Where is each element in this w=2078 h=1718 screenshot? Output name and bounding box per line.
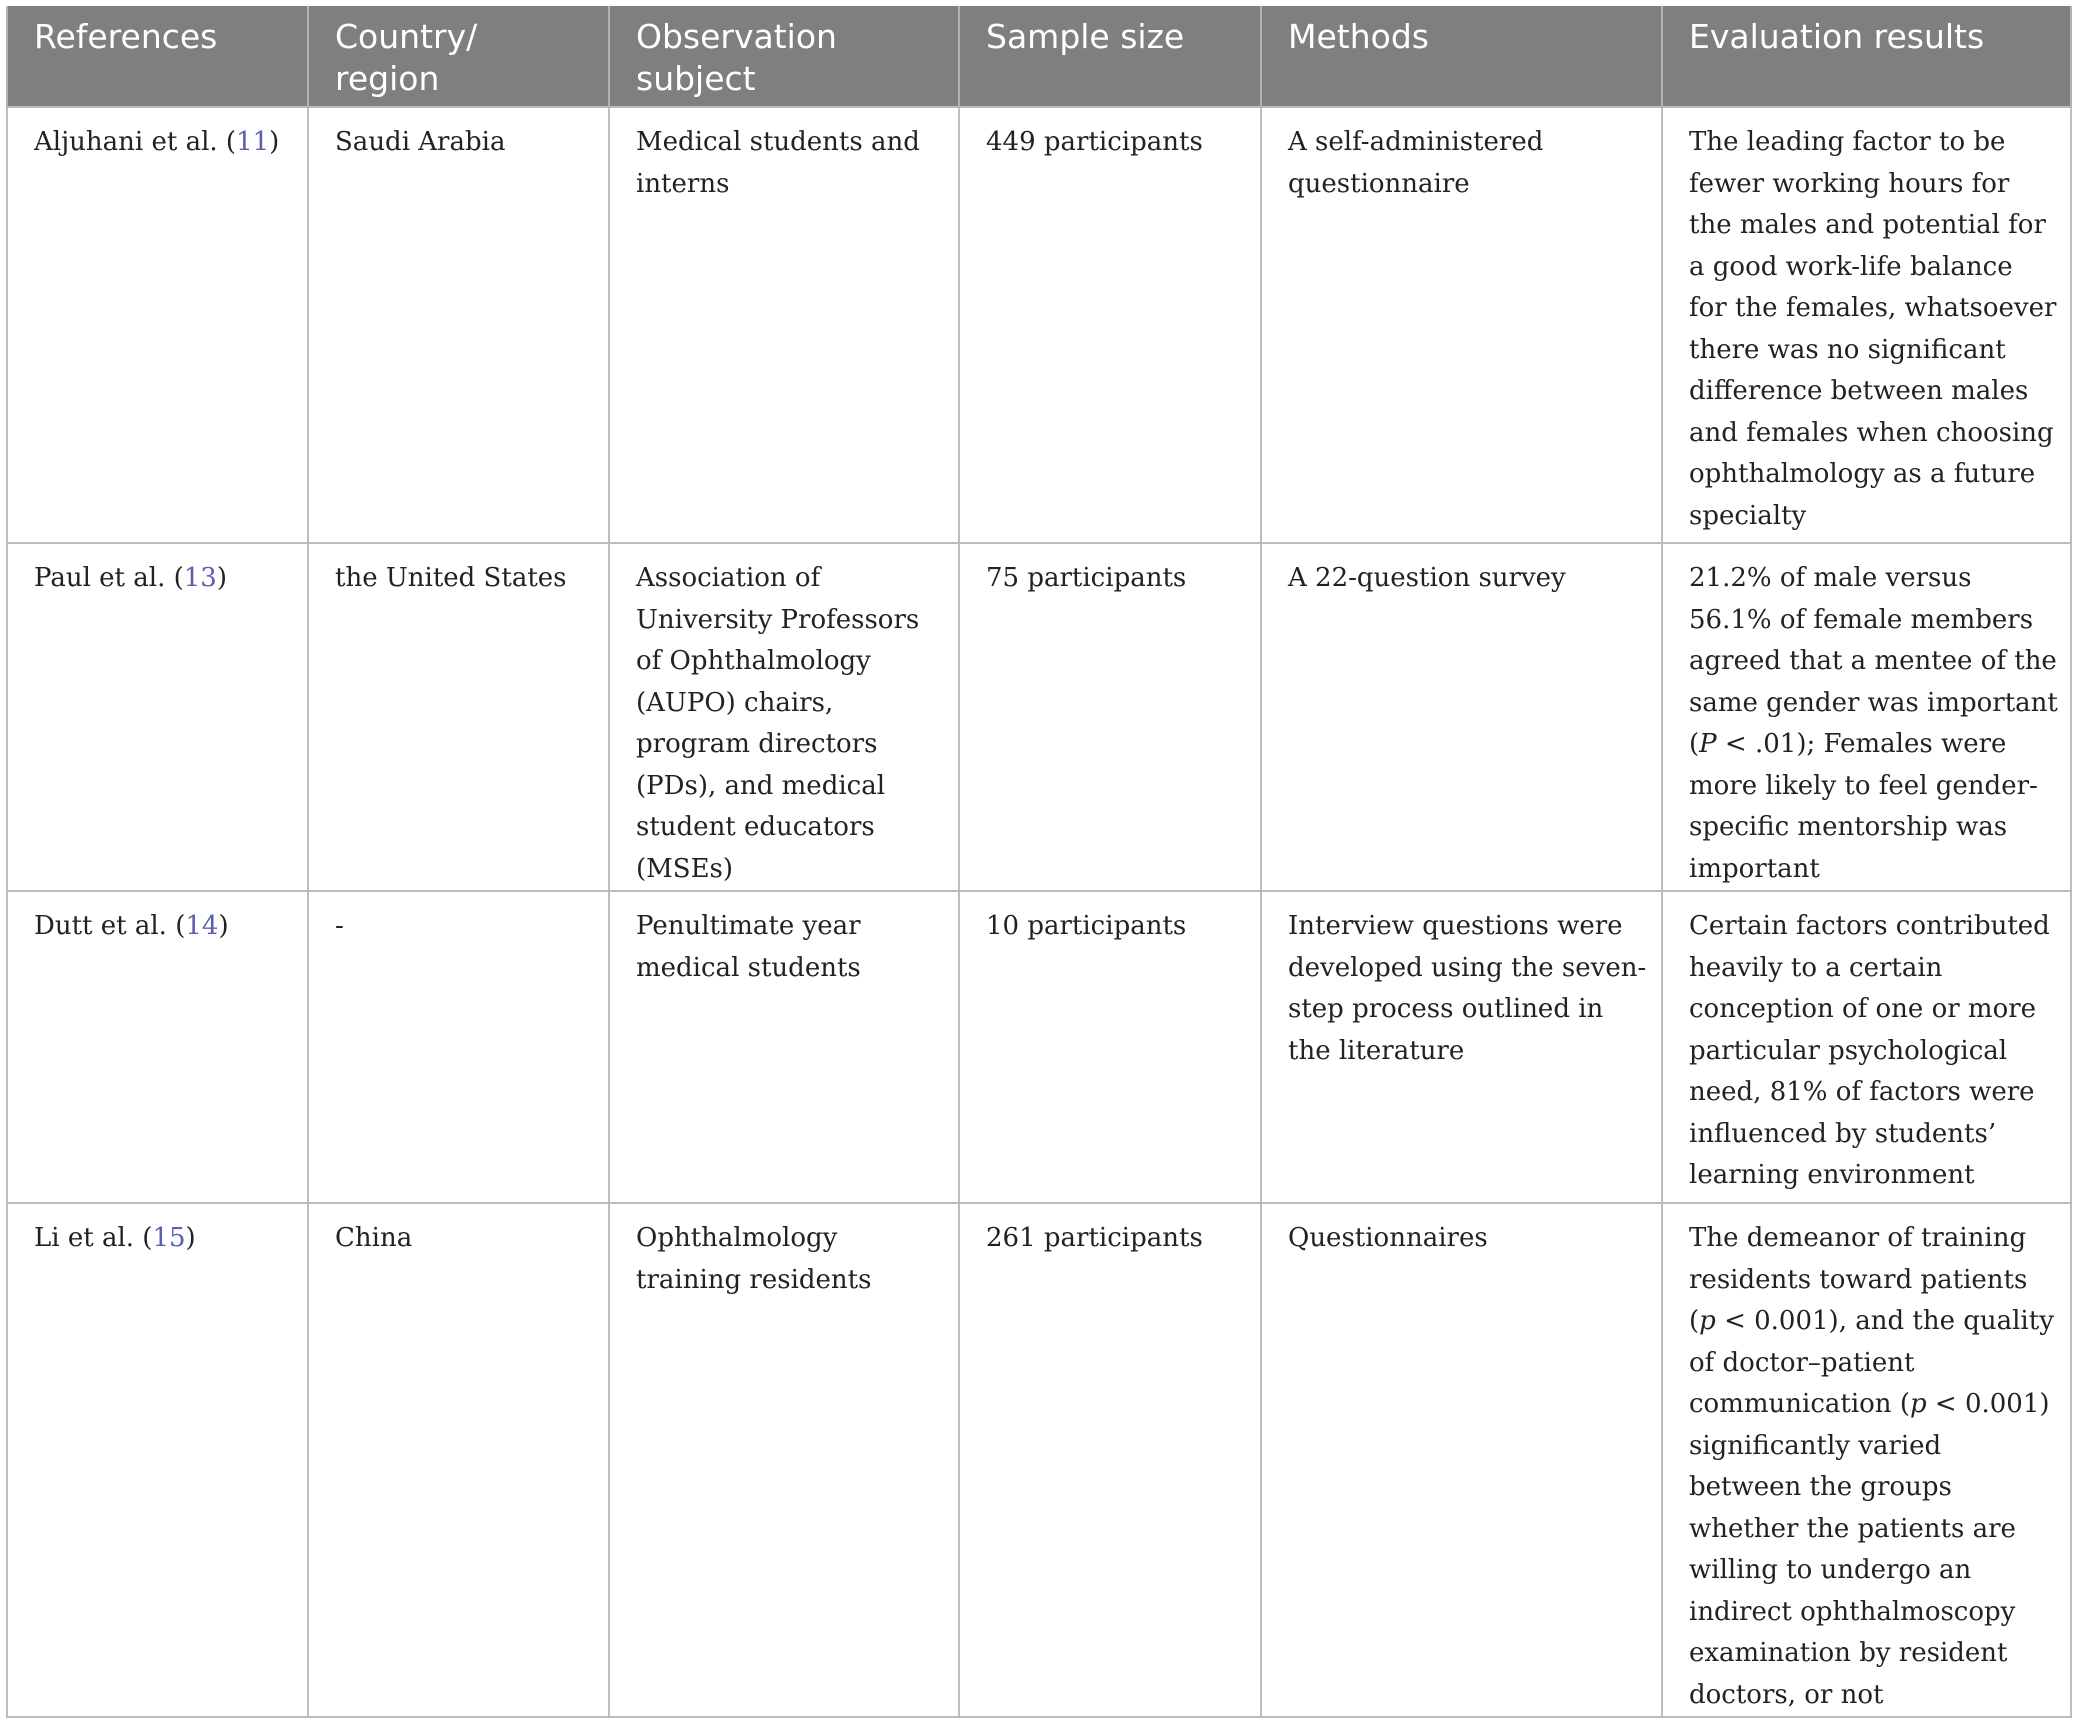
results-text-part: 21.2% of male versus 56.1% of female members agreed that a mentee of the same gender was important ( (1689, 563, 2058, 759)
results-p-symbol: p (1699, 1306, 1716, 1336)
cell-methods: Interview questions were developed using the seven-step process outlined in the literature (1261, 891, 1662, 1203)
header-row (7, 6, 2071, 107)
cell-results (1662, 1203, 2071, 1717)
references-table (6, 6, 2072, 1718)
cell-country: - (308, 891, 609, 1203)
cell-country: China (308, 1203, 609, 1717)
header-observation-subject: Observation subject (609, 6, 959, 107)
reference-close: ) (218, 911, 229, 941)
results-text-part: The demeanor of training residents toward patients ( (1689, 1223, 2028, 1336)
references-table-container (6, 6, 2070, 1718)
reference-link[interactable]: 11 (236, 127, 270, 157)
header-country-region: Country/ region (308, 6, 609, 107)
reference-link[interactable]: 13 (183, 563, 217, 593)
cell-subject: Penultimate year medical students (609, 891, 959, 1203)
results-p-symbol: P (1699, 729, 1717, 759)
table-header (7, 6, 2071, 107)
reference-link[interactable]: 15 (152, 1223, 186, 1253)
table-row (7, 891, 2071, 1203)
cell-methods: A 22-question survey (1261, 543, 1662, 891)
header-sample-size: Sample size (959, 6, 1261, 107)
table-row (7, 543, 2071, 891)
results-text-part: < 0.001) significantly varied between the groups whether the patients are willing to undergo an indirect ophthalmoscopy examination by resident doctors, or not (1689, 1389, 2050, 1710)
cell-results: The leading factor to be fewer working hours for the males and potential for a good work-life balance for the females, whatsoever there was no significant difference between males and females when choosing ophthalmology as a future specialty (1662, 107, 2071, 543)
header-methods: Methods (1261, 6, 1662, 107)
reference-author: Li et al. ( (34, 1223, 153, 1253)
cell-results (1662, 543, 2071, 891)
reference-link[interactable]: 14 (185, 911, 219, 941)
cell-methods: A self-administered questionnaire (1261, 107, 1662, 543)
cell-sample-size: 261 participants (959, 1203, 1261, 1717)
reference-author: Dutt et al. ( (34, 911, 186, 941)
cell-subject: Medical students and interns (609, 107, 959, 543)
cell-sample-size: 75 participants (959, 543, 1261, 891)
cell-results: Certain factors contributed heavily to a certain conception of one or more particular psychological need, 81% of factors were influenced by students’ learning environment (1662, 891, 2071, 1203)
reference-author: Paul et al. ( (34, 563, 184, 593)
results-text-part: < .01); Females were more likely to feel gender-specific mentorship was important (1689, 729, 2038, 884)
results-text-part: < 0.001), and the quality of doctor–patient communication ( (1689, 1306, 2054, 1419)
cell-subject: Ophthalmology training residents (609, 1203, 959, 1717)
reference-close: ) (185, 1223, 196, 1253)
reference-close: ) (216, 563, 227, 593)
cell-reference (7, 543, 308, 891)
cell-country: Saudi Arabia (308, 107, 609, 543)
table-body (7, 107, 2071, 1717)
table-row (7, 1203, 2071, 1717)
cell-sample-size: 10 participants (959, 891, 1261, 1203)
cell-country: the United States (308, 543, 609, 891)
table-row (7, 107, 2071, 543)
cell-reference (7, 107, 308, 543)
cell-methods: Questionnaires (1261, 1203, 1662, 1717)
cell-subject: Association of University Professors of Ophthalmology (AUPO) chairs, program directors (PDs), and medical student educators (MSEs) (609, 543, 959, 891)
results-p-symbol: p (1909, 1389, 1927, 1419)
reference-author: Aljuhani et al. ( (34, 127, 237, 157)
header-evaluation-results: Evaluation results (1662, 6, 2071, 107)
cell-reference (7, 891, 308, 1203)
cell-sample-size: 449 participants (959, 107, 1261, 543)
cell-reference (7, 1203, 308, 1717)
header-references: References (7, 6, 308, 107)
reference-close: ) (269, 127, 280, 157)
